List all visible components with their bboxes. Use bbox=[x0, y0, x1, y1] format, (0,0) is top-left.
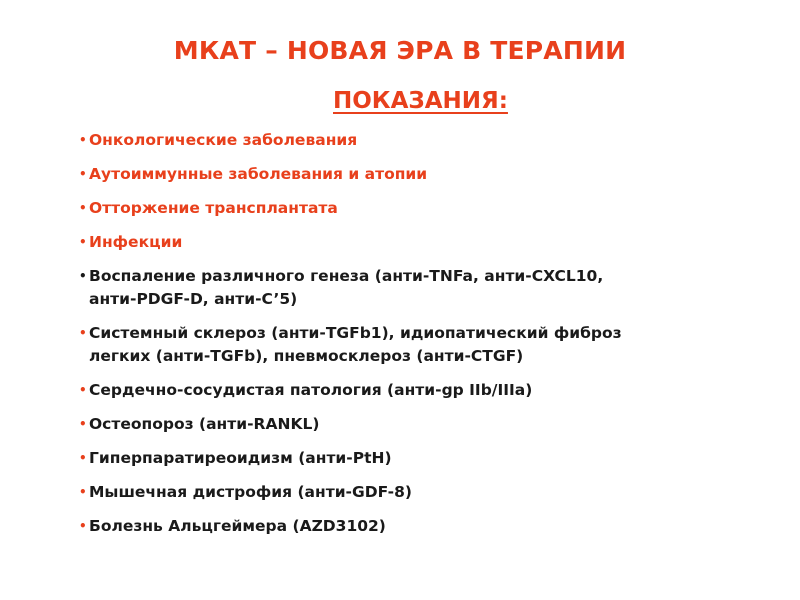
list-item-text: Аутоиммунные заболевания и атопии bbox=[89, 165, 428, 183]
list-item-text: Сердечно-сосудистая патология (анти-gp IIb/IIIa) bbox=[89, 381, 533, 399]
list-item-text: Инфекции bbox=[89, 233, 183, 251]
list-item-text: Отторжение трансплантата bbox=[89, 199, 338, 217]
list-item-text: Воспаление различного генеза (анти-TNFa, анти-CXCL10, анти-PDGF-D, анти-C’5) bbox=[89, 267, 604, 308]
bullet-icon: • bbox=[79, 201, 87, 215]
bullet-icon: • bbox=[79, 326, 87, 340]
list-item bbox=[79, 447, 779, 470]
bullet-icon: • bbox=[79, 451, 87, 465]
list-item-text: Гиперпаратиреоидизм (анти-PtH) bbox=[89, 449, 392, 467]
list-item bbox=[79, 379, 779, 402]
list-item bbox=[79, 163, 779, 186]
indications-list bbox=[79, 129, 779, 549]
bullet-icon: • bbox=[79, 167, 87, 181]
bullet-icon: • bbox=[79, 235, 87, 249]
list-item bbox=[79, 413, 779, 436]
bullet-icon: • bbox=[79, 383, 87, 397]
bullet-icon: • bbox=[79, 133, 87, 147]
list-item bbox=[79, 515, 779, 538]
list-item-text: Мышечная дистрофия (анти-GDF-8) bbox=[89, 483, 412, 501]
list-item-text: Болезнь Альцгеймера (AZD3102) bbox=[89, 517, 386, 535]
list-item-text: Остеопороз (анти-RANKL) bbox=[89, 415, 320, 433]
bullet-icon: • bbox=[79, 485, 87, 499]
slide-title: МКАТ – НОВАЯ ЭРА В ТЕРАПИИ bbox=[173, 36, 627, 65]
list-item-text: Системный склероз (анти-TGFb1), идиопатический фиброз легких (анти-TGFb), пневмосклероз (анти-CTGF) bbox=[89, 324, 622, 365]
list-item bbox=[79, 231, 779, 254]
list-item bbox=[79, 129, 779, 152]
bullet-icon: • bbox=[79, 417, 87, 431]
list-item bbox=[79, 322, 779, 368]
list-item bbox=[79, 265, 779, 311]
slide-subtitle: ПОКАЗАНИЯ: bbox=[333, 88, 508, 114]
bullet-icon: • bbox=[79, 269, 87, 283]
list-item-text: Онкологические заболевания bbox=[89, 131, 358, 149]
list-item bbox=[79, 197, 779, 220]
list-item bbox=[79, 481, 779, 504]
bullet-icon: • bbox=[79, 519, 87, 533]
